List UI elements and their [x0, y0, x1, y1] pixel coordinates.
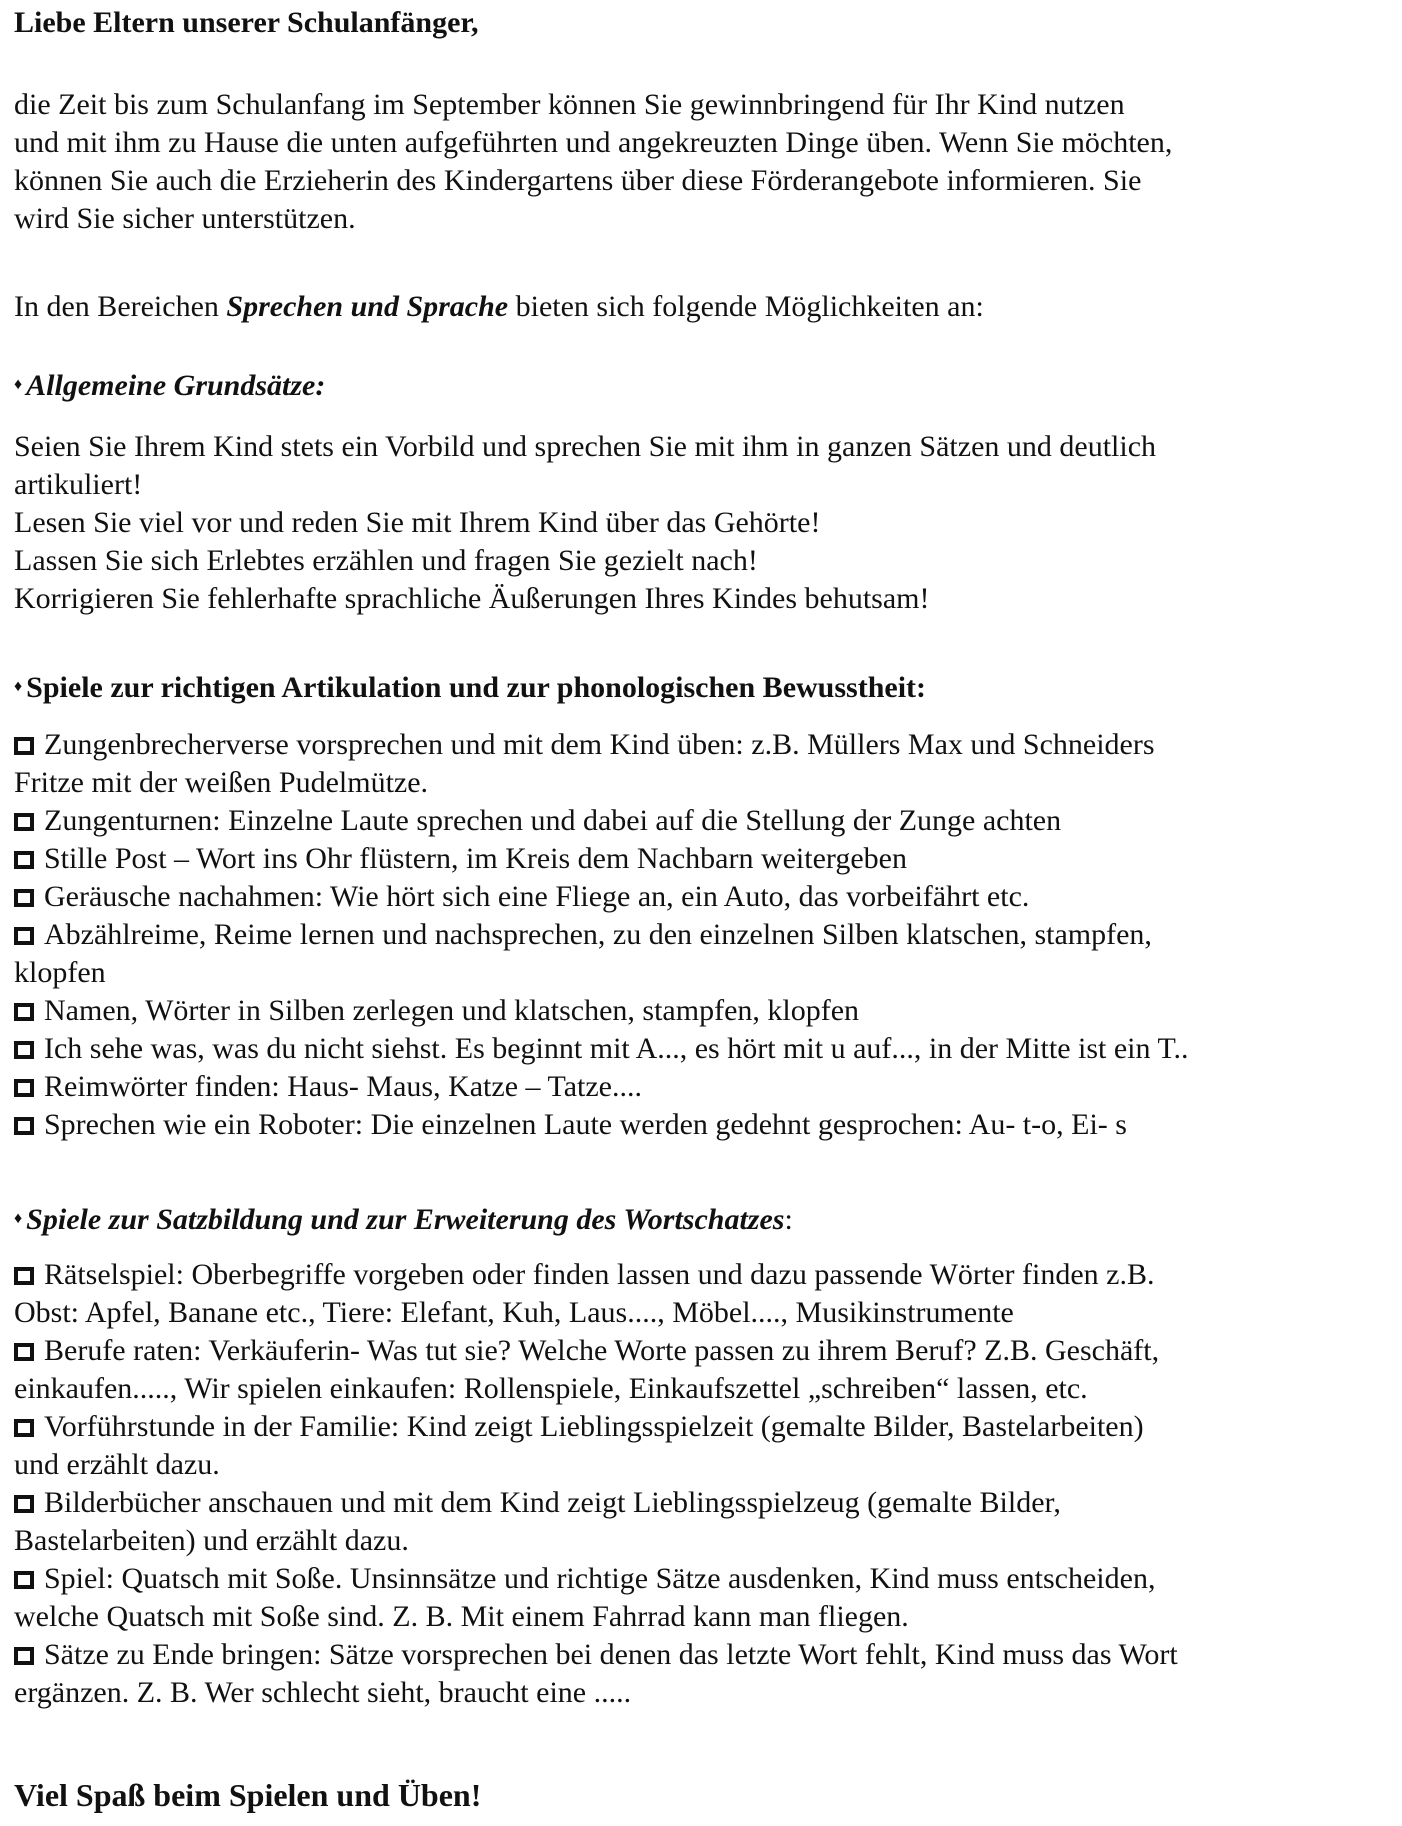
- checklist-item-text: Geräusche nachahmen: Wie hört sich eine Fliege an, ein Auto, das vorbeifährt etc.: [44, 880, 1030, 913]
- checkbox-icon[interactable]: [14, 1003, 34, 1021]
- checklist-item-text: Abzählreime, Reime lernen und nachsprechen, zu den einzelnen Silben klatschen, stampfen,: [44, 918, 1152, 951]
- bereiche-emphasis: Sprechen und Sprache: [226, 290, 509, 323]
- intro-line: wird Sie sicher unterstützen.: [14, 202, 356, 235]
- checklist-item: [14, 726, 1189, 802]
- checkbox-icon[interactable]: [14, 1647, 34, 1665]
- greeting: Liebe Eltern unserer Schulanfänger,: [14, 6, 479, 39]
- document-page: [14, 0, 1389, 1826]
- section-heading-text: Allgemeine Grundsätze:: [26, 369, 326, 402]
- checklist-item: [14, 1560, 1178, 1636]
- checkbox-icon[interactable]: [14, 813, 34, 831]
- checklist-item-continuation: Bastelarbeiten) und erzählt dazu.: [14, 1524, 409, 1557]
- section-heading-allgemein: [14, 366, 325, 405]
- checklist-item: [14, 1256, 1178, 1332]
- checklist-item-text: Vorführstunde in der Familie: Kind zeigt Lieblingsspielzeit (gemalte Bilder, Bastelarbeiten): [44, 1410, 1144, 1443]
- bereiche-paragraph: [14, 288, 984, 326]
- checklist-item-continuation: Fritze mit der weißen Pudelmütze.: [14, 766, 429, 799]
- diamond-bullet-icon: ♦: [14, 678, 23, 695]
- section-heading-suffix: :: [784, 1203, 793, 1236]
- checklist-item-text: Zungenturnen: Einzelne Laute sprechen und dabei auf die Stellung der Zunge achten: [44, 804, 1062, 837]
- satzbildung-checklist: [14, 1256, 1178, 1712]
- checkbox-icon[interactable]: [14, 1079, 34, 1097]
- checkbox-icon[interactable]: [14, 927, 34, 945]
- section-heading-text: Spiele zur Satzbildung und zur Erweiterung des Wortschatzes: [26, 1203, 785, 1236]
- checklist-item: [14, 992, 1189, 1030]
- checkbox-icon[interactable]: [14, 851, 34, 869]
- intro-paragraph: [14, 86, 1172, 238]
- checklist-item: [14, 1030, 1189, 1068]
- checklist-item: [14, 916, 1189, 992]
- checklist-item: [14, 1106, 1189, 1144]
- checklist-item-text: Namen, Wörter in Silben zerlegen und klatschen, stampfen, klopfen: [44, 994, 860, 1027]
- intro-line: die Zeit bis zum Schulanfang im September können Sie gewinnbringend für Ihr Kind nutzen: [14, 88, 1125, 121]
- grundsatz-line: Lassen Sie sich Erlebtes erzählen und fragen Sie gezielt nach!: [14, 544, 758, 577]
- checklist-item: [14, 840, 1189, 878]
- section-heading-satzbildung: [14, 1200, 793, 1239]
- checkbox-icon[interactable]: [14, 737, 34, 755]
- grundsaetze-paragraph: [14, 428, 1156, 618]
- checklist-item-text: Berufe raten: Verkäuferin- Was tut sie? Welche Worte passen zu ihrem Beruf? Z.B. Geschäft,: [44, 1334, 1160, 1367]
- checklist-item-text: Stille Post – Wort ins Ohr flüstern, im Kreis dem Nachbarn weitergeben: [44, 842, 907, 875]
- intro-line: können Sie auch die Erzieherin des Kindergartens über diese Förderangebote informieren. Sie: [14, 164, 1142, 197]
- bereiche-before: In den Bereichen: [14, 290, 227, 323]
- checklist-item-text: Spiel: Quatsch mit Soße. Unsinnsätze und richtige Sätze ausdenken, Kind muss entscheiden,: [44, 1562, 1156, 1595]
- grundsatz-line: Korrigieren Sie fehlerhafte sprachliche Äußerungen Ihres Kindes behutsam!: [14, 582, 930, 615]
- diamond-bullet-icon: ♦: [14, 376, 23, 393]
- section-heading-artikulation: [14, 668, 926, 707]
- checkbox-icon[interactable]: [14, 1041, 34, 1059]
- checkbox-icon[interactable]: [14, 1419, 34, 1437]
- checklist-item-continuation: einkaufen....., Wir spielen einkaufen: Rollenspiele, Einkaufszettel „schreiben“ lassen, etc.: [14, 1372, 1088, 1405]
- diamond-bullet-icon: ♦: [14, 1210, 23, 1227]
- checkbox-icon[interactable]: [14, 1267, 34, 1285]
- checklist-item: [14, 1408, 1178, 1484]
- grundsatz-line: artikuliert!: [14, 468, 143, 501]
- checklist-item-continuation: Obst: Apfel, Banane etc., Tiere: Elefant, Kuh, Laus...., Möbel...., Musikinstrumente: [14, 1296, 1014, 1329]
- intro-line: und mit ihm zu Hause die unten aufgeführten und angekreuzten Dinge üben. Wenn Sie möchten,: [14, 126, 1173, 159]
- checklist-item-continuation: klopfen: [14, 956, 106, 989]
- checklist-item: [14, 1636, 1178, 1712]
- checklist-item: [14, 1332, 1178, 1408]
- checklist-item-text: Bilderbücher anschauen und mit dem Kind zeigt Lieblingsspielzeug (gemalte Bilder,: [44, 1486, 1061, 1519]
- checklist-item: [14, 802, 1189, 840]
- checkbox-icon[interactable]: [14, 1495, 34, 1513]
- checkbox-icon[interactable]: [14, 889, 34, 907]
- checklist-item: [14, 878, 1189, 916]
- checklist-item-text: Zungenbrecherverse vorsprechen und mit dem Kind üben: z.B. Müllers Max und Schneiders: [44, 728, 1155, 761]
- grundsatz-line: Lesen Sie viel vor und reden Sie mit Ihrem Kind über das Gehörte!: [14, 506, 821, 539]
- checklist-item: [14, 1068, 1189, 1106]
- checkbox-icon[interactable]: [14, 1343, 34, 1361]
- bereiche-after: bieten sich folgende Möglichkeiten an:: [508, 290, 984, 323]
- checkbox-icon[interactable]: [14, 1571, 34, 1589]
- section-heading-text: Spiele zur richtigen Artikulation und zur phonologischen Bewusstheit:: [26, 671, 927, 704]
- artikulation-checklist: [14, 726, 1189, 1144]
- grundsatz-line: Seien Sie Ihrem Kind stets ein Vorbild und sprechen Sie mit ihm in ganzen Sätzen und deutlich: [14, 430, 1157, 463]
- checklist-item: [14, 1484, 1178, 1560]
- checklist-item-continuation: welche Quatsch mit Soße sind. Z. B. Mit einem Fahrrad kann man fliegen.: [14, 1600, 909, 1633]
- closing-line: Viel Spaß beim Spielen und Üben!: [14, 1777, 482, 1813]
- checklist-item-text: Reimwörter finden: Haus- Maus, Katze – Tatze....: [44, 1070, 642, 1103]
- checklist-item-continuation: und erzählt dazu.: [14, 1448, 220, 1481]
- checklist-item-text: Ich sehe was, was du nicht siehst. Es beginnt mit A..., es hört mit u auf..., in der Mitte ist ein T..: [44, 1032, 1189, 1065]
- checklist-item-text: Rätselspiel: Oberbegriffe vorgeben oder finden lassen und dazu passende Wörter finden z.B.: [44, 1258, 1155, 1291]
- checklist-item-text: Sprechen wie ein Roboter: Die einzelnen Laute werden gedehnt gesprochen: Au- t-o, Ei- s: [44, 1108, 1127, 1141]
- checklist-item-text: Sätze zu Ende bringen: Sätze vorsprechen bei denen das letzte Wort fehlt, Kind muss das Wort: [44, 1638, 1178, 1671]
- checklist-item-continuation: ergänzen. Z. B. Wer schlecht sieht, braucht eine .....: [14, 1676, 632, 1709]
- checkbox-icon[interactable]: [14, 1117, 34, 1135]
